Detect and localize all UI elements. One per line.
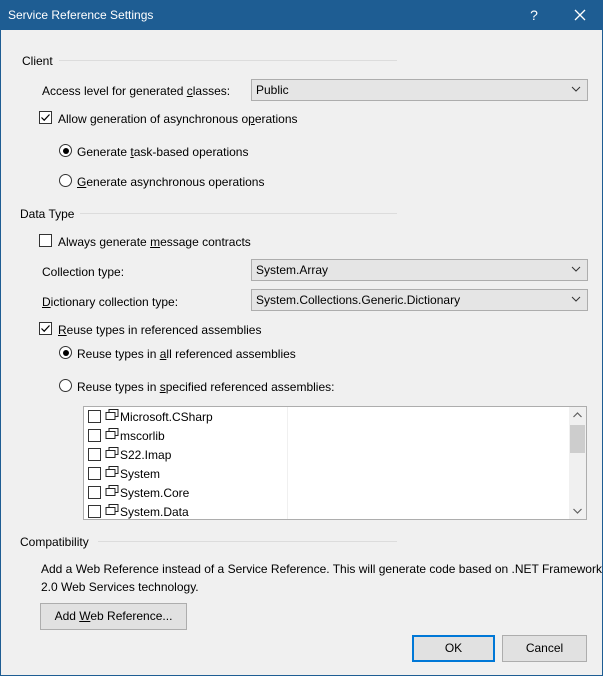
- compatibility-group-label: Compatibility: [20, 535, 89, 549]
- access-level-label: Access level for generated classes:: [42, 84, 231, 98]
- client-group-line: [59, 60, 397, 61]
- reuse-all-radio[interactable]: [59, 346, 72, 359]
- assembly-checkbox[interactable]: [88, 505, 101, 518]
- task-based-label[interactable]: Generate task-based operations: [77, 145, 249, 159]
- list-item[interactable]: [84, 407, 284, 426]
- message-contracts-checkbox[interactable]: [39, 234, 52, 247]
- assembly-name: mscorlib: [120, 429, 165, 443]
- assembly-icon: [105, 409, 119, 421]
- assembly-checkbox[interactable]: [88, 486, 101, 499]
- radio-dot: [63, 148, 69, 154]
- async-ops-label[interactable]: Generate asynchronous operations: [77, 175, 265, 189]
- checkmark-icon: [40, 323, 51, 334]
- allow-async-checkbox[interactable]: [39, 111, 52, 124]
- title-bar: [0, 0, 603, 30]
- assembly-icon: [105, 485, 119, 497]
- reuse-specified-radio[interactable]: [59, 379, 72, 392]
- help-button[interactable]: ?: [530, 7, 538, 23]
- assembly-checkbox[interactable]: [88, 429, 101, 442]
- access-level-combo[interactable]: [251, 79, 588, 101]
- scrollbar-thumb[interactable]: [570, 425, 585, 453]
- assembly-checkbox[interactable]: [88, 467, 101, 480]
- assembly-checkbox[interactable]: [88, 410, 101, 423]
- reuse-types-checkbox[interactable]: [39, 322, 52, 335]
- cancel-button[interactable]: Cancel: [502, 635, 587, 662]
- compatibility-description-line1: Add a Web Reference instead of a Service Reference. This will generate code based on .NET Framework: [41, 562, 602, 576]
- data-type-group-line: [80, 213, 397, 214]
- checkmark-icon: [40, 112, 51, 123]
- scroll-down-icon[interactable]: [569, 502, 586, 519]
- radio-dot: [63, 350, 69, 356]
- vertical-scrollbar[interactable]: [569, 407, 586, 519]
- close-icon: [574, 9, 586, 21]
- dictionary-type-combo[interactable]: [251, 289, 588, 311]
- assembly-name: System.Core: [120, 486, 190, 500]
- assembly-icon: [105, 466, 119, 478]
- reuse-types-label[interactable]: Reuse types in referenced assemblies: [58, 323, 262, 337]
- list-item[interactable]: [84, 464, 284, 483]
- assembly-icon: [105, 504, 119, 516]
- assembly-name: System: [120, 467, 161, 481]
- data-type-group-label: Data Type: [20, 207, 75, 221]
- collection-type-label: Collection type:: [42, 265, 125, 279]
- reuse-all-label[interactable]: Reuse types in all referenced assemblies: [77, 347, 296, 361]
- list-item[interactable]: [84, 502, 284, 520]
- dictionary-type-label: Dictionary collection type:: [42, 295, 179, 309]
- list-item[interactable]: [84, 445, 284, 464]
- chevron-down-icon: [571, 264, 581, 274]
- chevron-down-icon: [571, 294, 581, 304]
- assembly-icon: [105, 428, 119, 440]
- assembly-name: System.Data: [120, 505, 189, 519]
- access-level-value: Public: [256, 83, 289, 97]
- assembly-icon: [105, 447, 119, 459]
- ok-button[interactable]: OK: [412, 635, 495, 662]
- async-ops-radio[interactable]: [59, 174, 72, 187]
- assemblies-listbox[interactable]: [83, 406, 587, 520]
- collection-type-combo[interactable]: [251, 259, 588, 281]
- list-item[interactable]: [84, 483, 284, 502]
- message-contracts-label[interactable]: Always generate message contracts: [58, 235, 251, 249]
- compatibility-group-line: [98, 541, 397, 542]
- allow-async-label[interactable]: Allow generation of asynchronous operations: [58, 112, 298, 126]
- assembly-name: Microsoft.CSharp: [120, 410, 213, 424]
- scroll-up-icon[interactable]: [569, 407, 586, 424]
- close-button[interactable]: [557, 0, 603, 30]
- compatibility-description-line2: 2.0 Web Services technology.: [41, 580, 199, 594]
- assembly-checkbox[interactable]: [88, 448, 101, 461]
- client-group-label: Client: [22, 54, 53, 68]
- reuse-specified-label[interactable]: Reuse types in specified referenced assemblies:: [77, 380, 335, 394]
- window-title: Service Reference Settings: [8, 8, 154, 22]
- column-divider: [287, 407, 288, 519]
- list-item[interactable]: [84, 426, 284, 445]
- collection-type-value: System.Array: [256, 263, 329, 277]
- add-web-reference-button[interactable]: Add Web Reference...: [40, 603, 187, 630]
- chevron-down-icon: [571, 84, 581, 94]
- assembly-name: S22.Imap: [120, 448, 172, 462]
- dictionary-type-value: System.Collections.Generic.Dictionary: [256, 293, 461, 307]
- task-based-radio[interactable]: [59, 144, 72, 157]
